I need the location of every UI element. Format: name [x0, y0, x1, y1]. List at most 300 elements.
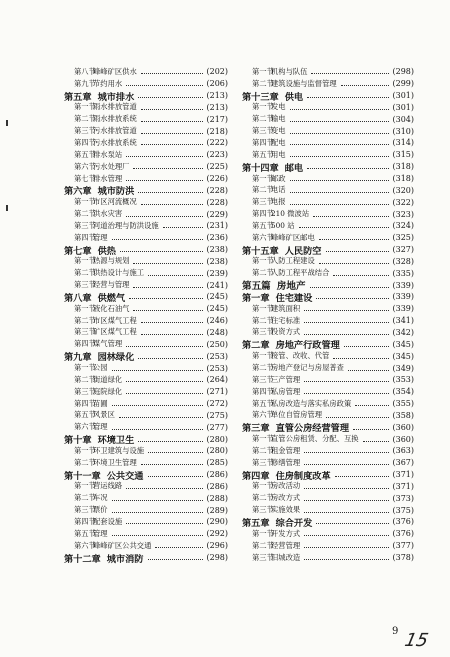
entry-title: 综合开发 [275, 517, 313, 529]
dot-leader [112, 239, 204, 240]
entry-label: 第四节 [252, 209, 274, 219]
dot-leader [304, 500, 389, 501]
entry-label: 第三节 [252, 197, 274, 207]
entry-title: 直管公房经营管理 [275, 423, 350, 435]
entry-label: 第九节 [74, 78, 96, 88]
entry-label: 第五节 [252, 149, 274, 159]
entry-label: 第十四章 [242, 162, 279, 174]
dot-leader [126, 523, 203, 524]
toc-section-entry [242, 445, 414, 457]
entry-label: 第二节 [74, 114, 96, 124]
toc-section-entry [64, 481, 228, 493]
entry-title: 污水排放管道 [93, 126, 137, 136]
toc-section-entry [64, 409, 228, 421]
handwritten-note: 15 [402, 630, 431, 651]
toc-section-entry [242, 433, 414, 445]
toc-section-entry [64, 516, 228, 528]
entry-title: 城市排水 [97, 91, 135, 103]
entry-page: (349) [392, 363, 414, 373]
dot-leader [355, 405, 389, 406]
entry-page: (272) [206, 399, 228, 409]
entry-page: (377) [392, 541, 414, 551]
entry-page: (245) [206, 304, 228, 314]
entry-label: 第四节 [252, 386, 274, 396]
entry-title: 苗圃 [93, 398, 108, 408]
entry-title: 庭院绿化 [93, 386, 123, 396]
entry-title: 管理 [93, 232, 108, 242]
margin-mark [6, 120, 8, 126]
entry-label: 第十三章 [242, 91, 279, 103]
entry-label: 第一节 [74, 102, 96, 112]
entry-label: 第五篇 [242, 281, 271, 293]
entry-page: (318) [392, 162, 414, 172]
toc-section-entry [242, 540, 414, 552]
toc-section-entry [64, 303, 228, 315]
dot-leader [304, 464, 389, 465]
dot-leader [313, 216, 389, 217]
dot-leader [148, 559, 204, 560]
entry-title: 用电 [271, 149, 286, 159]
dot-leader [304, 512, 389, 513]
entry-title: 邮电 [284, 162, 304, 174]
entry-page: (324) [392, 221, 414, 231]
entry-title: 园林绿化 [97, 352, 135, 364]
entry-label: 第二节 [74, 457, 96, 467]
dot-leader [311, 73, 389, 74]
entry-title: 500 站 [271, 220, 295, 230]
entry-page: (360) [392, 422, 414, 432]
entry-title: 街道绿化 [93, 374, 123, 384]
entry-page: (277) [206, 422, 228, 432]
toc-section-entry [64, 208, 228, 220]
toc-chapter-entry [64, 469, 228, 481]
entry-label: 第八章 [64, 292, 92, 304]
entry-label: 第三节 [252, 126, 274, 136]
toc-section-entry [242, 315, 414, 327]
entry-label: 第一节 [252, 481, 274, 491]
dot-leader [126, 180, 203, 181]
entry-label: 第一节 [74, 481, 96, 491]
entry-label: 第一节 [252, 66, 274, 76]
entry-page: (371) [392, 470, 414, 480]
entry-page: (286) [206, 470, 228, 480]
dot-leader [112, 512, 204, 513]
dot-leader [326, 251, 390, 252]
entry-page: (246) [206, 316, 228, 326]
toc-section-entry [64, 102, 228, 114]
toc-section-entry [242, 256, 414, 268]
entry-label: 第四节 [74, 232, 96, 242]
entry-title: 输电 [271, 114, 286, 124]
entry-title: 雨水排放管道 [93, 102, 137, 112]
toc-section-entry [64, 161, 228, 173]
entry-label: 第五节 [74, 410, 96, 420]
entry-label: 第三节 [252, 552, 274, 562]
toc-section-entry [242, 173, 414, 185]
entry-title: 管理 [93, 422, 108, 432]
toc-chapter-entry [64, 350, 228, 362]
entry-page: (296) [206, 541, 228, 551]
entry-page: (236) [206, 233, 228, 243]
dot-leader [112, 429, 204, 430]
toc-section-entry [64, 196, 228, 208]
entry-label: 第三节 [74, 126, 96, 136]
dot-leader [326, 417, 389, 418]
entry-label: 第二节 [252, 540, 274, 550]
dot-leader [319, 239, 390, 240]
entry-title: 邮政 [271, 173, 286, 183]
entry-label: 第一节 [252, 173, 274, 183]
entry-page: (363) [392, 446, 414, 456]
entry-label: 第一节 [74, 303, 96, 313]
entry-page: (299) [392, 79, 414, 89]
dot-leader [126, 216, 203, 217]
entry-title: 三产管理 [271, 374, 301, 384]
toc-section-entry [64, 504, 228, 516]
entry-page: (290) [206, 517, 228, 527]
dot-leader [112, 405, 204, 406]
toc-section-entry [64, 220, 228, 232]
entry-title: 营运线路 [93, 481, 123, 491]
entry-label: 第二节 [252, 493, 274, 503]
entry-page: (341) [392, 316, 414, 326]
entry-title: 房改方式 [271, 493, 301, 503]
entry-label: 第二节 [252, 268, 274, 278]
dot-leader [304, 535, 389, 536]
entry-page: (301) [392, 102, 414, 112]
dot-leader [148, 452, 203, 453]
entry-page: (328) [392, 256, 414, 266]
dot-leader [344, 346, 390, 347]
entry-page: (213) [206, 91, 228, 101]
entry-title: 人民防空 [284, 245, 322, 257]
toc-section-entry [242, 113, 414, 125]
dot-leader [304, 310, 389, 311]
entry-title: 污水处理厂 [93, 161, 130, 171]
entry-label: 第三节 [252, 327, 274, 337]
entry-label: 第二节 [74, 493, 96, 503]
toc-chapter-entry [242, 291, 414, 303]
entry-label: 第三节 [252, 374, 274, 384]
toc-section-entry [64, 267, 228, 279]
dot-leader [304, 547, 389, 548]
entry-title: 供热设计与施工 [93, 268, 145, 278]
toc-chapter-entry [64, 552, 228, 564]
dot-leader [304, 334, 389, 335]
entry-label: 第二节 [74, 209, 96, 219]
dot-leader [133, 310, 203, 311]
entry-label: 第四节 [74, 137, 96, 147]
entry-page: (286) [206, 481, 228, 491]
dot-leader [112, 535, 204, 536]
toc-chapter-entry [242, 338, 414, 350]
dot-leader [363, 441, 390, 442]
toc-section-entry [64, 66, 228, 78]
toc-section-entry [64, 327, 228, 339]
entry-title: 租金管理 [271, 445, 301, 455]
dot-leader [307, 97, 389, 98]
entry-title: 私房管理 [271, 386, 301, 396]
entry-title: 机构与队伍 [271, 66, 308, 76]
entry-page: (325) [392, 233, 414, 243]
entry-title: 煤气管理 [93, 339, 123, 349]
entry-title: 经营与管理 [93, 280, 130, 290]
toc-section-entry [242, 102, 414, 114]
dot-leader [304, 322, 389, 323]
dot-leader [304, 381, 389, 382]
entry-page: (222) [206, 138, 228, 148]
entry-page: (250) [206, 339, 228, 349]
dot-leader [141, 322, 204, 323]
entry-page: (264) [206, 375, 228, 385]
dot-leader [148, 275, 203, 276]
dot-leader [141, 121, 204, 122]
toc-section-entry [64, 125, 228, 137]
dot-leader [141, 204, 204, 205]
entry-page: (245) [206, 292, 228, 302]
dot-leader [333, 275, 389, 276]
toc-section-entry [242, 398, 414, 410]
entry-page: (327) [392, 245, 414, 255]
toc-section-entry [64, 137, 228, 149]
entry-title: 排水泵站 [93, 149, 123, 159]
toc-chapter-entry [242, 516, 414, 528]
toc-section-entry [242, 303, 414, 315]
entry-page: (239) [206, 268, 228, 278]
entry-page: (298) [392, 67, 414, 77]
entry-label: 第十二章 [64, 553, 101, 565]
toc-section-entry [64, 492, 228, 504]
entry-page: (248) [206, 327, 228, 337]
entry-label: 第二节 [252, 185, 274, 195]
entry-page: (288) [206, 493, 228, 503]
toc-chapter-entry [242, 161, 414, 173]
dot-leader [341, 85, 390, 86]
entry-page: (238) [206, 245, 228, 255]
entry-title: 配套设施 [93, 516, 123, 526]
entry-page: (345) [392, 351, 414, 361]
dot-leader [141, 109, 204, 110]
dot-leader [126, 488, 203, 489]
entry-label: 第三节 [74, 505, 96, 515]
entry-title: 峰峰矿区供水 [93, 66, 137, 76]
entry-label: 第一节 [252, 102, 274, 112]
entry-title: 210 微波站 [271, 209, 310, 219]
entry-page: (358) [392, 410, 414, 420]
toc-section-entry [64, 315, 228, 327]
entry-title: 人防工程平战结合 [271, 268, 330, 278]
entry-page: (355) [392, 399, 414, 409]
entry-label: 第一节 [252, 256, 274, 266]
entry-page: (223) [206, 150, 228, 160]
entry-title: 直管公房租赁、分配、互换 [271, 434, 359, 444]
entry-label: 第六章 [64, 186, 92, 198]
dot-leader [304, 488, 389, 489]
entry-page: (314) [392, 138, 414, 148]
entry-page: (360) [392, 434, 414, 444]
dot-leader [129, 298, 203, 299]
dot-leader [126, 156, 203, 157]
dot-leader [126, 393, 203, 394]
entry-label: 第六节 [74, 422, 96, 432]
entry-page: (354) [392, 387, 414, 397]
entry-title: 液化石油气 [93, 303, 130, 313]
entry-page: (285) [206, 458, 228, 468]
dot-leader [304, 559, 389, 560]
entry-page: (375) [392, 505, 414, 515]
dot-leader [141, 73, 204, 74]
entry-page: (213) [206, 102, 228, 112]
entry-page: (280) [206, 446, 228, 456]
entry-title: 峰峰矿区公共交通 [93, 540, 152, 550]
entry-page: (228) [206, 185, 228, 195]
toc-section-entry [64, 149, 228, 161]
entry-page: (292) [206, 529, 228, 539]
entry-title: 供燃气 [97, 292, 126, 304]
entry-label: 第五章 [64, 91, 92, 103]
dot-leader [335, 476, 390, 477]
entry-page: (289) [206, 505, 228, 515]
toc-chapter-entry [242, 90, 414, 102]
toc-section-entry [242, 350, 414, 362]
dot-leader [155, 547, 203, 548]
toc-chapter-entry [64, 244, 228, 256]
toc-left-column [64, 66, 228, 563]
dot-leader [148, 476, 204, 477]
dot-leader [316, 298, 389, 299]
dot-leader [333, 358, 389, 359]
entry-label: 第六节 [252, 410, 274, 420]
toc-chapter-entry [242, 244, 414, 256]
dot-leader [133, 287, 203, 288]
entry-title: 环境卫生管理 [93, 457, 137, 467]
entry-title: 公共交通 [106, 470, 144, 482]
entry-label: 第六节 [74, 161, 96, 171]
entry-label: 第一节 [74, 197, 96, 207]
entry-title: 经营管理 [271, 540, 301, 550]
entry-label: 第九章 [64, 352, 92, 364]
entry-page: (280) [206, 434, 228, 444]
entry-label: 第五节 [252, 398, 274, 408]
entry-label: 第三节 [74, 220, 96, 230]
entry-title: 建筑面积 [271, 303, 301, 313]
entry-label: 第四章 [242, 470, 270, 482]
dot-leader [304, 452, 389, 453]
entry-label: 第二章 [242, 340, 270, 352]
dot-leader [290, 133, 390, 134]
entry-title: 环卫建筑与设施 [93, 445, 145, 455]
entry-title: 城市消防 [106, 553, 144, 565]
margin-mark [6, 205, 8, 211]
entry-page: (241) [206, 280, 228, 290]
entry-page: (376) [392, 529, 414, 539]
dot-leader [119, 417, 204, 418]
dot-leader [310, 287, 390, 288]
entry-label: 第四节 [252, 137, 274, 147]
entry-title: 电报 [271, 197, 286, 207]
entry-title: 房地产行政管理 [275, 340, 340, 352]
entry-title: 矿区煤气工程 [93, 327, 137, 337]
dot-leader [290, 180, 390, 181]
toc-section-entry [242, 492, 414, 504]
toc-section-entry [64, 362, 228, 374]
entry-title: 住宅建设 [275, 292, 313, 304]
entry-title: 房改活动 [271, 481, 301, 491]
entry-label: 第三节 [252, 457, 274, 467]
toc-chapter-entry [64, 433, 228, 445]
toc-chapter-entry [64, 291, 228, 303]
entry-label: 第八节 [74, 66, 96, 76]
toc-chapter-entry [242, 421, 414, 433]
entry-label: 第五节 [74, 528, 96, 538]
toc-section-entry [64, 113, 228, 125]
toc-chapter-entry [64, 90, 228, 102]
entry-title: 供热 [97, 245, 116, 257]
entry-label: 第六节 [252, 232, 274, 242]
entry-label: 第四节 [74, 339, 96, 349]
entry-page: (339) [392, 304, 414, 314]
entry-title: 变电 [271, 126, 286, 136]
dot-leader [319, 263, 390, 264]
toc-section-entry [242, 528, 414, 540]
entry-label: 第三节 [252, 505, 274, 515]
entry-page: (271) [206, 387, 228, 397]
dot-leader [141, 464, 204, 465]
entry-label: 第二节 [74, 374, 96, 384]
toc-section-entry [242, 125, 414, 137]
dot-leader [138, 358, 203, 359]
dot-leader [316, 523, 389, 524]
toc-section-entry [64, 374, 228, 386]
entry-title: 车况 [93, 493, 108, 503]
dot-leader [304, 393, 389, 394]
entry-page: (217) [206, 114, 228, 124]
toc-section-entry [242, 362, 414, 374]
dot-leader [112, 370, 204, 371]
toc-section-entry [242, 208, 414, 220]
entry-page: (320) [392, 185, 414, 195]
entry-title: 单位自管房管理 [271, 410, 323, 420]
dot-leader [163, 227, 204, 228]
dot-leader [290, 192, 390, 193]
dot-leader [120, 251, 204, 252]
entry-page: (238) [206, 256, 228, 266]
entry-title: 热源与规划 [93, 256, 130, 266]
entry-title: 洪水灾害 [93, 209, 123, 219]
entry-label: 第三章 [242, 423, 270, 435]
dot-leader [126, 346, 203, 347]
entry-page: (376) [392, 517, 414, 527]
entry-label: 第一节 [74, 445, 96, 455]
toc-chapter-entry [242, 469, 414, 481]
entry-title: 管理 [93, 528, 108, 538]
entry-page: (371) [392, 481, 414, 491]
dot-leader [299, 227, 390, 228]
dot-leader [290, 156, 390, 157]
entry-title: 排水管理 [93, 173, 123, 183]
entry-label: 第一节 [74, 256, 96, 266]
entry-title: 污水排放系统 [93, 137, 137, 147]
entry-title: 房地产登记与房屋普查 [271, 363, 344, 373]
toc-section-entry [64, 398, 228, 410]
entry-page: (225) [206, 162, 228, 172]
entry-label: 第一节 [252, 434, 274, 444]
toc-section-entry [64, 528, 228, 540]
entry-title: 投资方式 [271, 327, 301, 337]
dot-leader [126, 85, 203, 86]
entry-label: 第五节 [252, 220, 274, 230]
entry-title: 建筑设施与监督管理 [271, 78, 337, 88]
